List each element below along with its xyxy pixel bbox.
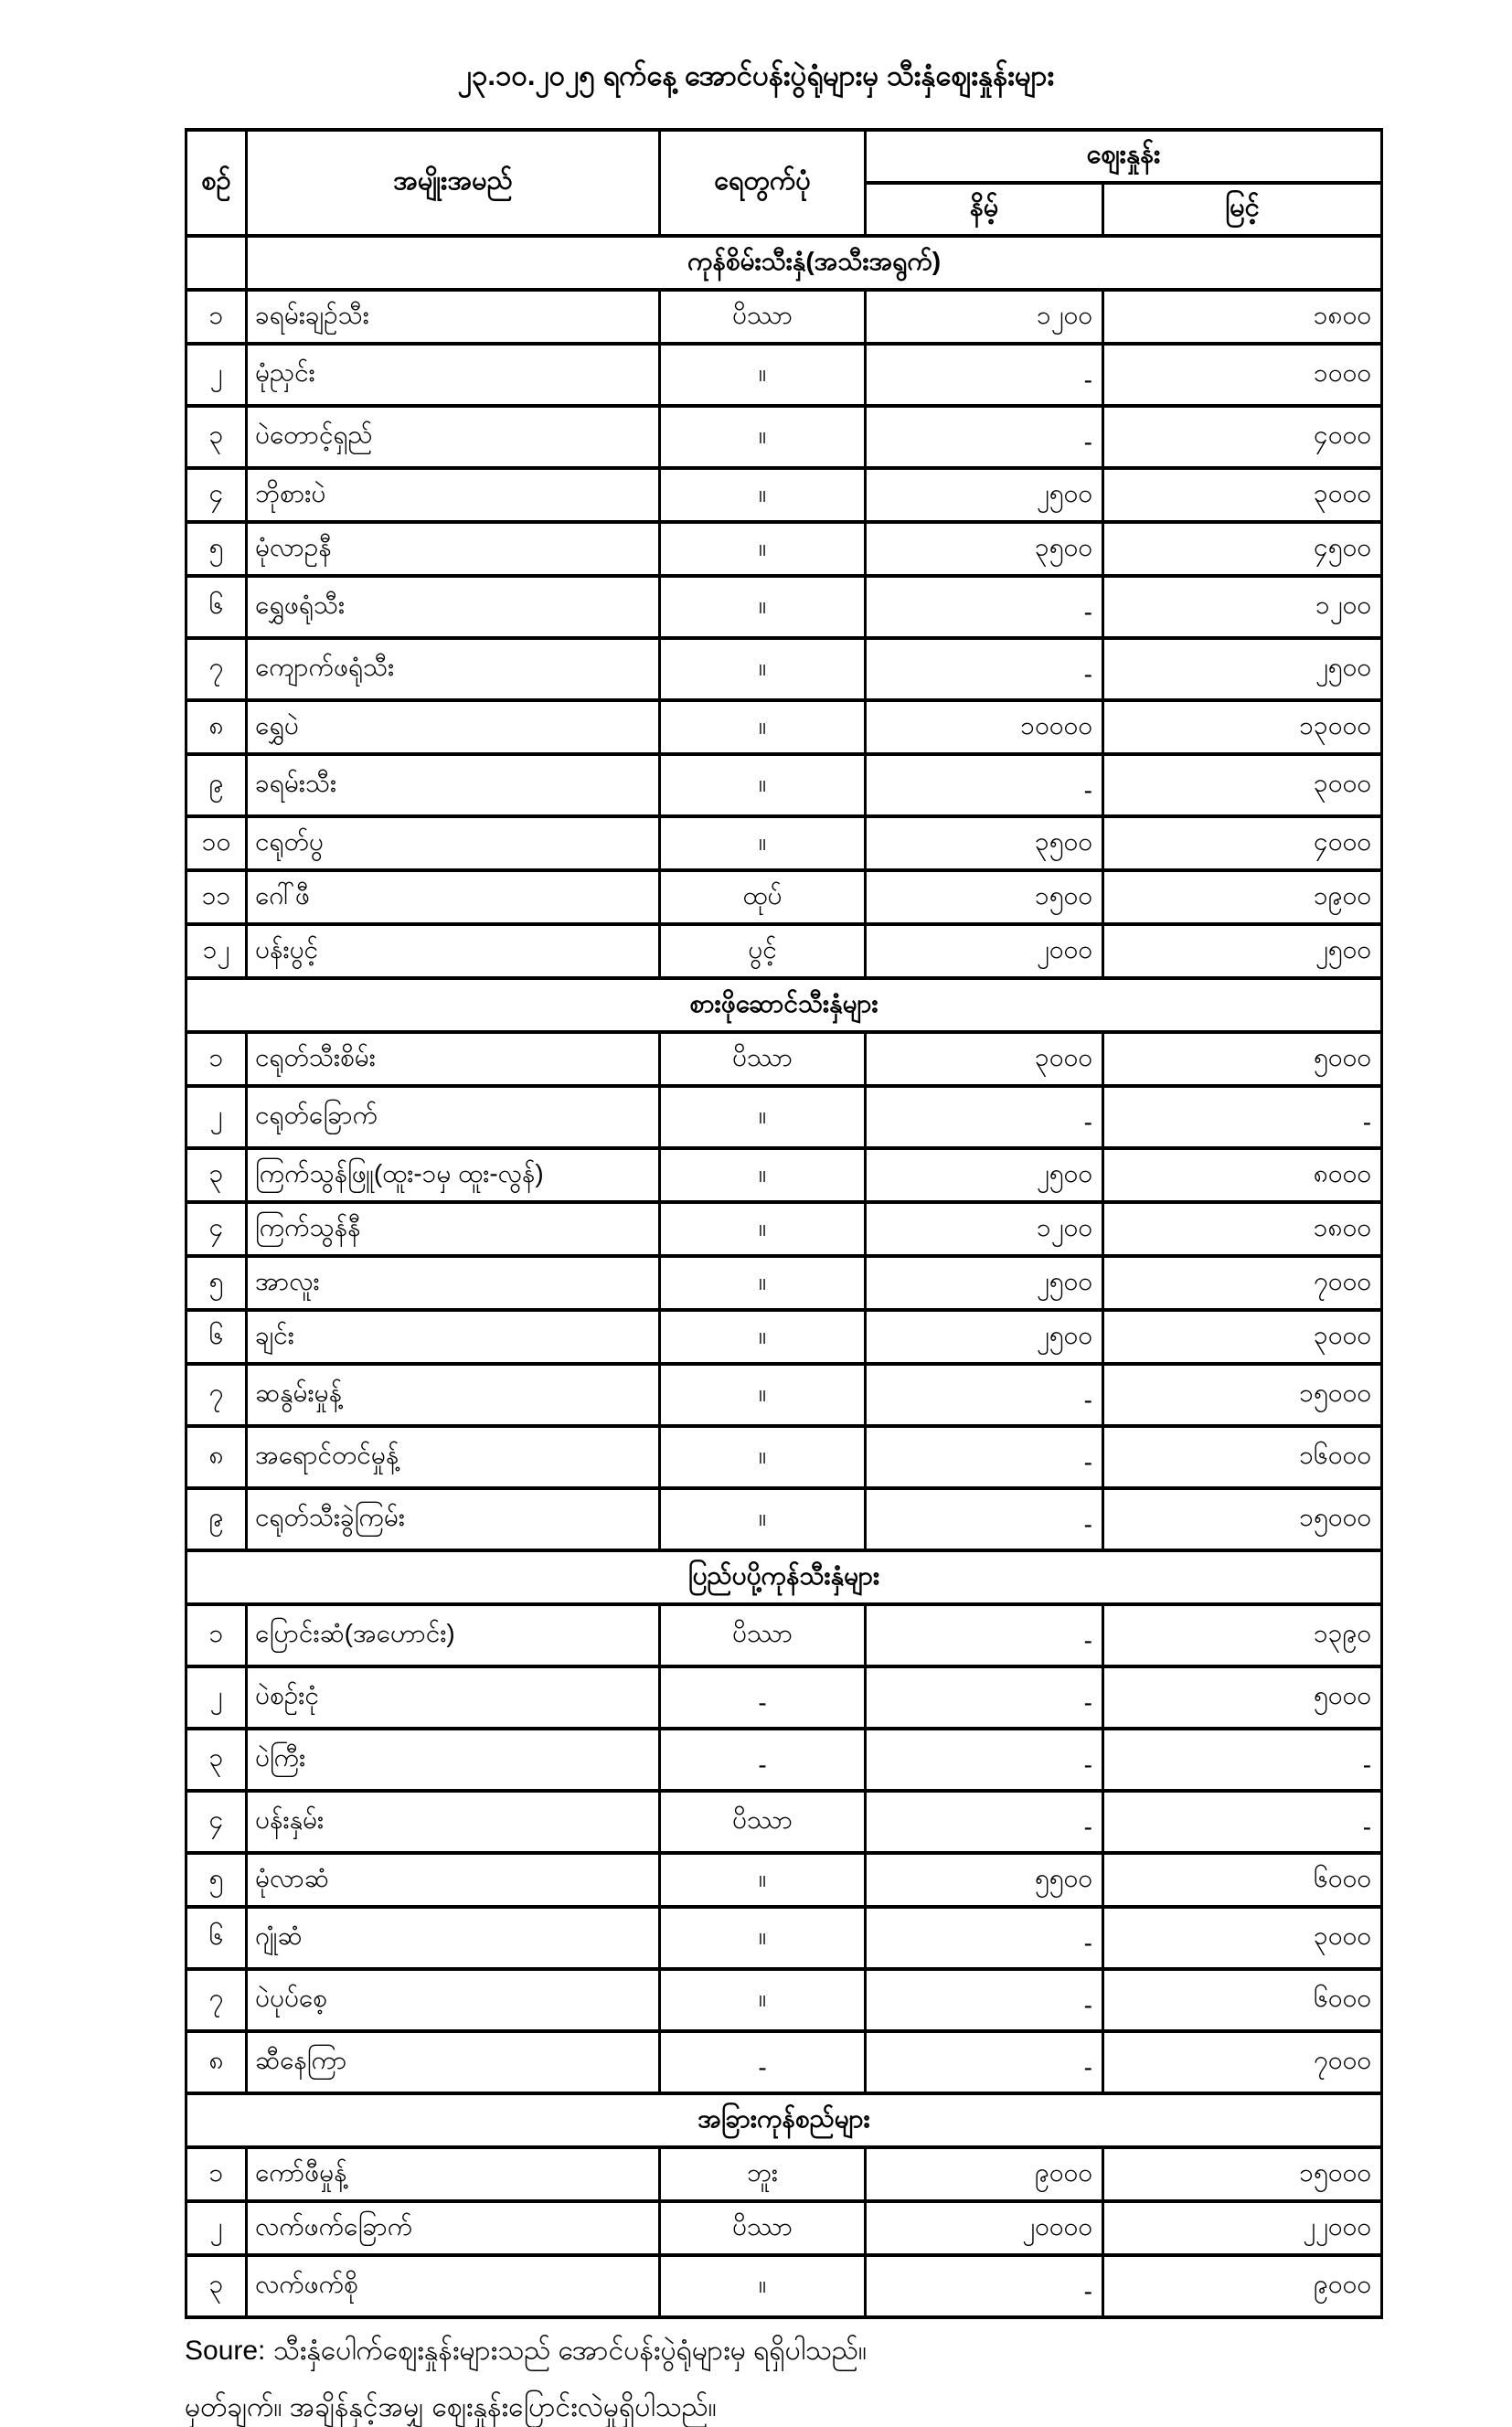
low-price-cell: ၃၀၀၀ (866, 1032, 1103, 1086)
table-header (186, 130, 1382, 236)
row-number-cell: ၄ (186, 1791, 247, 1853)
unit-cell: ။ (660, 638, 866, 700)
low-price-cell: ၂၀၀၀ (866, 924, 1103, 978)
table-row (186, 2201, 1382, 2255)
table-row (186, 2147, 1382, 2201)
unit-cell: - (660, 1666, 866, 1729)
high-price-cell: ၃၀၀၀ (1103, 754, 1382, 816)
item-name-cell: လက်ဖက်ခြောက် (247, 2201, 660, 2255)
high-price-cell: ၃၀၀၀ (1103, 468, 1382, 522)
high-price-cell: ၅၀၀၀ (1103, 1032, 1382, 1086)
item-name-cell: ပန်းပွင့် (247, 924, 660, 978)
high-price-cell: ၇၀၀၀ (1103, 2031, 1382, 2093)
header-row-top (186, 130, 1382, 183)
item-name-cell: ချင်း (247, 1310, 660, 1364)
section-header: ပြည်ပပို့ကုန်သီးနှံများ (186, 1550, 1382, 1604)
unit-cell: ။ (660, 406, 866, 468)
unit-cell: ။ (660, 1426, 866, 1488)
row-number-cell: ၁၀ (186, 816, 247, 870)
row-number-cell: ၅ (186, 1853, 247, 1907)
row-number-cell: ၁ (186, 1032, 247, 1086)
row-number-cell: ၇ (186, 1364, 247, 1426)
table-row (186, 1364, 1382, 1426)
row-number-cell: ၆ (186, 1907, 247, 1969)
source-note: Soure: သီးနှံပေါက်ဈေးနှုန်းများသည် အောင်ပန်းပွဲရုံများမှ ရရှိပါသည်။ (185, 2336, 868, 2366)
row-number-cell: ၄ (186, 1202, 247, 1256)
row-number-cell: ၅ (186, 522, 247, 576)
item-name-cell: ပဲတောင့်ရှည် (247, 406, 660, 468)
item-name-cell: ပဲစဉ်းငုံ (247, 1666, 660, 1729)
high-price-cell: ၆၀၀၀ (1103, 1853, 1382, 1907)
section-header-row (186, 978, 1382, 1032)
low-price-cell: ၁၀၀၀၀ (866, 700, 1103, 754)
table-body (186, 236, 1382, 2317)
row-number-cell: ၉ (186, 754, 247, 816)
item-name-cell: ခရမ်းချဉ်သီး (247, 290, 660, 344)
row-number-cell: ၉ (186, 1488, 247, 1550)
row-number-cell: ၂ (186, 344, 247, 406)
low-price-cell: ၉၀၀၀ (866, 2147, 1103, 2201)
header-low: နိမ့် (866, 183, 1103, 236)
unit-cell: - (660, 2031, 866, 2093)
remark-note: မှတ်ချက်။ အချိန်နှင့်အမျှ ဈေးနှုန်းပြောင်းလဲမှုရှိပါသည်။ (185, 2392, 717, 2422)
table-row (186, 1791, 1382, 1853)
low-price-cell: ၁၂၀၀ (866, 1202, 1103, 1256)
unit-cell: - (660, 1729, 866, 1791)
table-row (186, 290, 1382, 344)
header-no: စဉ် (186, 130, 247, 236)
low-price-cell: ၅၅၀၀ (866, 1853, 1103, 1907)
section-header-row (186, 2093, 1382, 2147)
item-name-cell: ပဲပုပ်စေ့ (247, 1969, 660, 2031)
table-row (186, 1256, 1382, 1310)
item-name-cell: ရွှေဖရုံသီး (247, 576, 660, 638)
row-number-cell: ၁၁ (186, 870, 247, 924)
unit-cell: ။ (660, 754, 866, 816)
item-name-cell: မုံလာဆံ (247, 1853, 660, 1907)
high-price-cell: ၂၂၀၀၀ (1103, 2201, 1382, 2255)
high-price-cell: ၆၀၀၀ (1103, 1969, 1382, 2031)
row-number-cell: ၂ (186, 1086, 247, 1148)
item-name-cell: ကြက်သွန်နီ (247, 1202, 660, 1256)
low-price-cell: - (866, 576, 1103, 638)
low-price-cell: ၃၅၀၀ (866, 816, 1103, 870)
row-number-cell: ၃ (186, 1148, 247, 1202)
high-price-cell: ၁၈၀၀ (1103, 290, 1382, 344)
high-price-cell: ၁၂၀၀ (1103, 576, 1382, 638)
table-row (186, 576, 1382, 638)
high-price-cell: ၁၃၉၀ (1103, 1604, 1382, 1666)
item-name-cell: ပန်းနှမ်း (247, 1791, 660, 1853)
item-name-cell: လက်ဖက်စို (247, 2255, 660, 2317)
unit-cell: ပွင့် (660, 924, 866, 978)
header-price: ဈေးနှုန်း (866, 130, 1382, 183)
item-name-cell: ပဲကြီး (247, 1729, 660, 1791)
low-price-cell: ၁၂၀၀ (866, 290, 1103, 344)
high-price-cell: ၂၅၀၀ (1103, 924, 1382, 978)
low-price-cell: - (866, 638, 1103, 700)
table-row (186, 406, 1382, 468)
item-name-cell: ဘိုစားပဲ (247, 468, 660, 522)
row-number-cell: ၆ (186, 576, 247, 638)
unit-cell: ။ (660, 468, 866, 522)
table-row (186, 1853, 1382, 1907)
item-name-cell: ဆနွမ်းမှုန့် (247, 1364, 660, 1426)
price-table (185, 128, 1383, 2319)
low-price-cell: ၂၅၀၀ (866, 1256, 1103, 1310)
item-name-cell: အာလူး (247, 1256, 660, 1310)
unit-cell: ။ (660, 1256, 866, 1310)
high-price-cell: ၁၅၀၀၀ (1103, 2147, 1382, 2201)
high-price-cell: ၁၅၀၀၀ (1103, 1488, 1382, 1550)
high-price-cell: ၁၆၀၀၀ (1103, 1426, 1382, 1488)
low-price-cell: ၂၅၀၀ (866, 1310, 1103, 1364)
unit-cell: ။ (660, 1488, 866, 1550)
header-high: မြင့် (1103, 183, 1382, 236)
low-price-cell: - (866, 406, 1103, 468)
unit-cell: ပိဿာ (660, 2201, 866, 2255)
unit-cell: ။ (660, 1310, 866, 1364)
unit-cell: ။ (660, 1907, 866, 1969)
table-row (186, 1032, 1382, 1086)
low-price-cell: - (866, 1086, 1103, 1148)
high-price-cell: ၄၅၀၀ (1103, 522, 1382, 576)
high-price-cell: - (1103, 1729, 1382, 1791)
unit-cell: ဘူး (660, 2147, 866, 2201)
row-number-cell: ၈ (186, 700, 247, 754)
row-number-cell: ၁ (186, 290, 247, 344)
row-number-cell: ၈ (186, 1426, 247, 1488)
unit-cell: ။ (660, 522, 866, 576)
unit-cell: ။ (660, 576, 866, 638)
item-name-cell: ငရုတ်ခြောက် (247, 1086, 660, 1148)
low-price-cell: - (866, 754, 1103, 816)
low-price-cell: - (866, 1666, 1103, 1729)
high-price-cell: ၁၈၀၀ (1103, 1202, 1382, 1256)
row-number-cell: ၅ (186, 1256, 247, 1310)
table-row (186, 2031, 1382, 2093)
row-number-cell: ၇ (186, 1969, 247, 2031)
high-price-cell: ၁၃၀၀၀ (1103, 700, 1382, 754)
row-number-cell: ၂ (186, 1666, 247, 1729)
unit-cell: ။ (660, 2255, 866, 2317)
table-row (186, 1907, 1382, 1969)
high-price-cell: ၂၅၀၀ (1103, 638, 1382, 700)
low-price-cell: ၃၅၀၀ (866, 522, 1103, 576)
section-header-row (186, 1550, 1382, 1604)
unit-cell: ။ (660, 1969, 866, 2031)
table-row (186, 1426, 1382, 1488)
page-title: ၂၃.၁၀.၂၀၂၅ ရက်နေ့ အောင်ပန်းပွဲရုံများမှ သီးနှံဈေးနှုန်းများ (457, 59, 1055, 91)
high-price-cell: ၄၀၀၀ (1103, 816, 1382, 870)
high-price-cell: ၁၀၀၀ (1103, 344, 1382, 406)
item-name-cell: ဆီနေကြာ (247, 2031, 660, 2093)
item-name-cell: ဂျုံဆံ (247, 1907, 660, 1969)
section-header: အခြားကုန်စည်များ (186, 2093, 1382, 2147)
header-name: အမျိုးအမည် (247, 130, 660, 236)
item-name-cell: ဂေါ်ဖီ (247, 870, 660, 924)
header-unit: ရေတွက်ပုံ (660, 130, 866, 236)
row-number-cell: ၁ (186, 1604, 247, 1666)
table-row (186, 1310, 1382, 1364)
unit-cell: ပိဿာ (660, 1032, 866, 1086)
table-row (186, 1604, 1382, 1666)
unit-cell: ထုပ် (660, 870, 866, 924)
low-price-cell: ၂၀၀၀၀ (866, 2201, 1103, 2255)
section-header: ကုန်စိမ်းသီးနှံ(အသီးအရွက်) (247, 236, 1382, 290)
item-name-cell: ပြောင်းဆံ(အဟောင်း) (247, 1604, 660, 1666)
item-name-cell: ငရုတ်သီးခွဲကြမ်း (247, 1488, 660, 1550)
unit-cell: ပိဿာ (660, 290, 866, 344)
low-price-cell: - (866, 1488, 1103, 1550)
section-header-empty-cell (186, 236, 247, 290)
unit-cell: ပိဿာ (660, 1604, 866, 1666)
table-row (186, 700, 1382, 754)
low-price-cell: - (866, 1907, 1103, 1969)
low-price-cell: ၂၅၀၀ (866, 1148, 1103, 1202)
row-number-cell: ၈ (186, 2031, 247, 2093)
low-price-cell: - (866, 1791, 1103, 1853)
item-name-cell: ကြက်သွန်ဖြူ(ထူး-၁မှ ထူး-လွန်) (247, 1148, 660, 1202)
table-row (186, 1666, 1382, 1729)
table-row (186, 816, 1382, 870)
low-price-cell: ၁၅၀၀ (866, 870, 1103, 924)
high-price-cell: ၅၀၀၀ (1103, 1666, 1382, 1729)
high-price-cell: - (1103, 1791, 1382, 1853)
row-number-cell: ၇ (186, 638, 247, 700)
item-name-cell: ကော်ဖီမှုန့် (247, 2147, 660, 2201)
low-price-cell: - (866, 2031, 1103, 2093)
table-row (186, 1488, 1382, 1550)
table-row (186, 754, 1382, 816)
section-header: စားဖိုဆောင်သီးနှံများ (186, 978, 1382, 1032)
row-number-cell: ၁ (186, 2147, 247, 2201)
table-row (186, 638, 1382, 700)
unit-cell: ။ (660, 1853, 866, 1907)
table-row (186, 344, 1382, 406)
table-row (186, 870, 1382, 924)
table-row (186, 1729, 1382, 1791)
item-name-cell: မုံညှင်း (247, 344, 660, 406)
high-price-cell: ၈၀၀၀ (1103, 1148, 1382, 1202)
table-row (186, 1148, 1382, 1202)
low-price-cell: - (866, 1729, 1103, 1791)
row-number-cell: ၆ (186, 1310, 247, 1364)
row-number-cell: ၃ (186, 406, 247, 468)
table-row (186, 1969, 1382, 2031)
low-price-cell: - (866, 1364, 1103, 1426)
item-name-cell: ရွှေပဲ (247, 700, 660, 754)
high-price-cell: ၄၀၀၀ (1103, 406, 1382, 468)
item-name-cell: ကျောက်ဖရုံသီး (247, 638, 660, 700)
item-name-cell: ငရုတ်ပွ (247, 816, 660, 870)
table-row (186, 1086, 1382, 1148)
unit-cell: ။ (660, 344, 866, 406)
unit-cell: ။ (660, 816, 866, 870)
page (0, 55, 1512, 2422)
low-price-cell: - (866, 1604, 1103, 1666)
low-price-cell: - (866, 1969, 1103, 2031)
unit-cell: ပိဿာ (660, 1791, 866, 1853)
high-price-cell: ၁၅၀၀၀ (1103, 1364, 1382, 1426)
low-price-cell: ၂၅၀၀ (866, 468, 1103, 522)
high-price-cell: ၁၉၀၀ (1103, 870, 1382, 924)
item-name-cell: ငရုတ်သီးစိမ်း (247, 1032, 660, 1086)
row-number-cell: ၃ (186, 1729, 247, 1791)
item-name-cell: ခရမ်းသီး (247, 754, 660, 816)
low-price-cell: - (866, 344, 1103, 406)
item-name-cell: အရောင်တင်မှုန့် (247, 1426, 660, 1488)
high-price-cell: ၇၀၀၀ (1103, 1256, 1382, 1310)
row-number-cell: ၄ (186, 468, 247, 522)
item-name-cell: မုံလာဥနီ (247, 522, 660, 576)
row-number-cell: ၂ (186, 2201, 247, 2255)
high-price-cell: ၃၀၀၀ (1103, 1310, 1382, 1364)
table-row (186, 2255, 1382, 2317)
high-price-cell: - (1103, 1086, 1382, 1148)
unit-cell: ။ (660, 700, 866, 754)
unit-cell: ။ (660, 1202, 866, 1256)
high-price-cell: ၃၀၀၀ (1103, 1907, 1382, 1969)
low-price-cell: - (866, 1426, 1103, 1488)
table-row (186, 1202, 1382, 1256)
unit-cell: ။ (660, 1148, 866, 1202)
section-header-row (186, 236, 1382, 290)
low-price-cell: - (866, 2255, 1103, 2317)
unit-cell: ။ (660, 1364, 866, 1426)
row-number-cell: ၁၂ (186, 924, 247, 978)
table-row (186, 924, 1382, 978)
row-number-cell: ၃ (186, 2255, 247, 2317)
high-price-cell: ၉၀၀၀ (1103, 2255, 1382, 2317)
table-row (186, 468, 1382, 522)
unit-cell: ။ (660, 1086, 866, 1148)
table-row (186, 522, 1382, 576)
